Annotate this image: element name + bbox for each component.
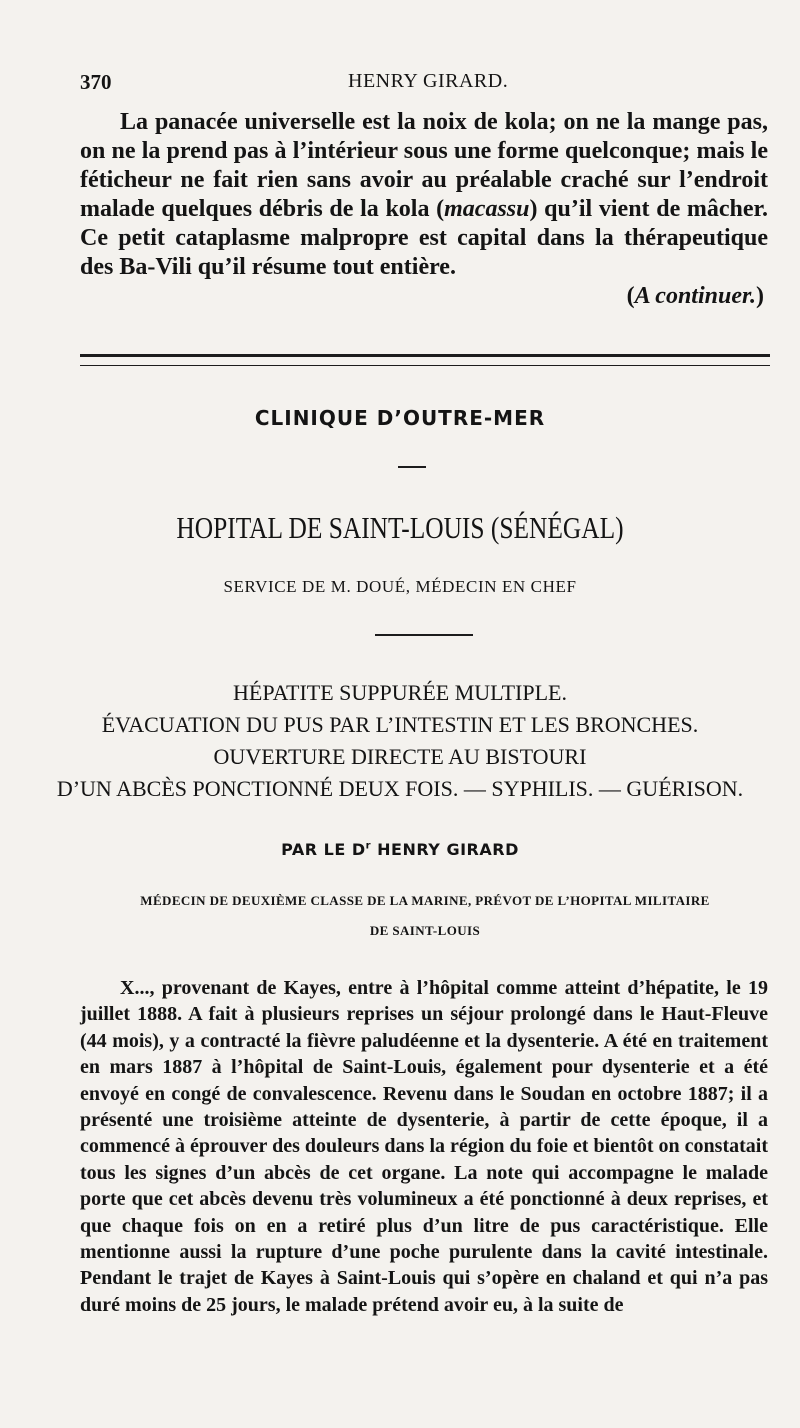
running-head: HENRY GIRARD. (348, 70, 509, 92)
case-title-line: D’UN ABCÈS PONCTIONNÉ DEUX FOIS. — SYPHILIS. — GUÉRISON. (56, 776, 744, 801)
page-number: 370 (80, 70, 112, 94)
case-title-line: OUVERTURE DIRECTE AU BISTOURI (213, 744, 587, 769)
author-byline (0, 840, 800, 859)
continue-text: A continuer. (634, 283, 756, 309)
short-divider (398, 466, 426, 468)
case-title-line: ÉVACUATION DU PUS PAR L’INTESTIN ET LES BRONCHES. (101, 712, 699, 737)
service-line: SERVICE DE M. DOUÉ, MÉDECIN EN CHEF (223, 577, 577, 596)
case-paragraph: X..., provenant de Kayes, entre à l’hôpital comme atteint d’hépatite, le 19 juillet 1888. A fait à plusieurs reprises un séjour prolongé dans le Haut-Fleuve (44 mois), y a contracté la fièvre paludéenne et la dysenterie. A été en traitement en mars 1887 à l’hôpital de Saint-Louis, également pour dysenterie et a été envoyé en congé de convalescence. Revenu dans le Soudan en octobre 1887; il a présenté une troisième atteinte de dysenterie, à partir de cette époque, il a commencé à éprouver des douleurs dans la région du foie et bientôt on constatait tous les signes d’un abcès de cet organe. La note qui accompagne le malade porte que cet abcès devenu très volumineux a été ponctionné à deux reprises, et que chaque fois on en a retiré plus d’un litre de pus caractéristique. Elle mentionne aussi la rupture d’une poche purulente dans la cavité intestinale. Pendant le trajet de Kayes à Saint-Louis qui s’opère en chaland et qui n’a pas duré moins de 25 jours, le malade prétend avoir eu, à la suite de (80, 977, 768, 1316)
author-sup: r (365, 840, 372, 852)
author-prefix: PAR LE D (281, 840, 366, 859)
intro-text (80, 108, 768, 311)
credentials-line: MÉDECIN DE DEUXIÈME CLASSE DE LA MARINE, PRÉVOT DE L’HOPITAL MILITAIRE (140, 893, 710, 908)
page-header (80, 70, 740, 100)
author-name: HENRY GIRARD (371, 840, 519, 859)
continue-open: ( (626, 283, 635, 309)
to-be-continued (80, 282, 768, 311)
case-title-line: HÉPATITE SUPPURÉE MULTIPLE. (233, 680, 567, 705)
italic-term: macassu (444, 196, 530, 222)
hospital-title: HOPITAL DE SAINT-LOUIS (SÉNÉGAL) (176, 510, 624, 545)
section-divider-thin (80, 365, 770, 366)
case-body-text (80, 975, 768, 1318)
intro-text-after: ) qu’il vient de mâcher. Ce petit cataplasme malpropre est capital dans la thérapeutique des Ba-Vili qu’il résume tout entière. (80, 196, 768, 280)
intro-text-before: La panacée universelle est la noix de kola; on ne la mange pas, on ne la prend pas à l’intérieur sous une forme quelconque; mais le féticheur ne fait rien sans avoir au préalable craché sur l’endroit malade quelques débris de la kola ( (80, 109, 768, 222)
case-title (0, 677, 800, 805)
author-credentials (80, 886, 770, 946)
middle-divider (375, 634, 473, 636)
continue-close: ) (756, 283, 764, 309)
section-heading: CLINIQUE D’OUTRE-MER (254, 406, 546, 430)
intro-paragraph (80, 108, 768, 282)
credentials-line: DE SAINT-LOUIS (369, 923, 481, 938)
section-divider-thick (80, 354, 770, 357)
